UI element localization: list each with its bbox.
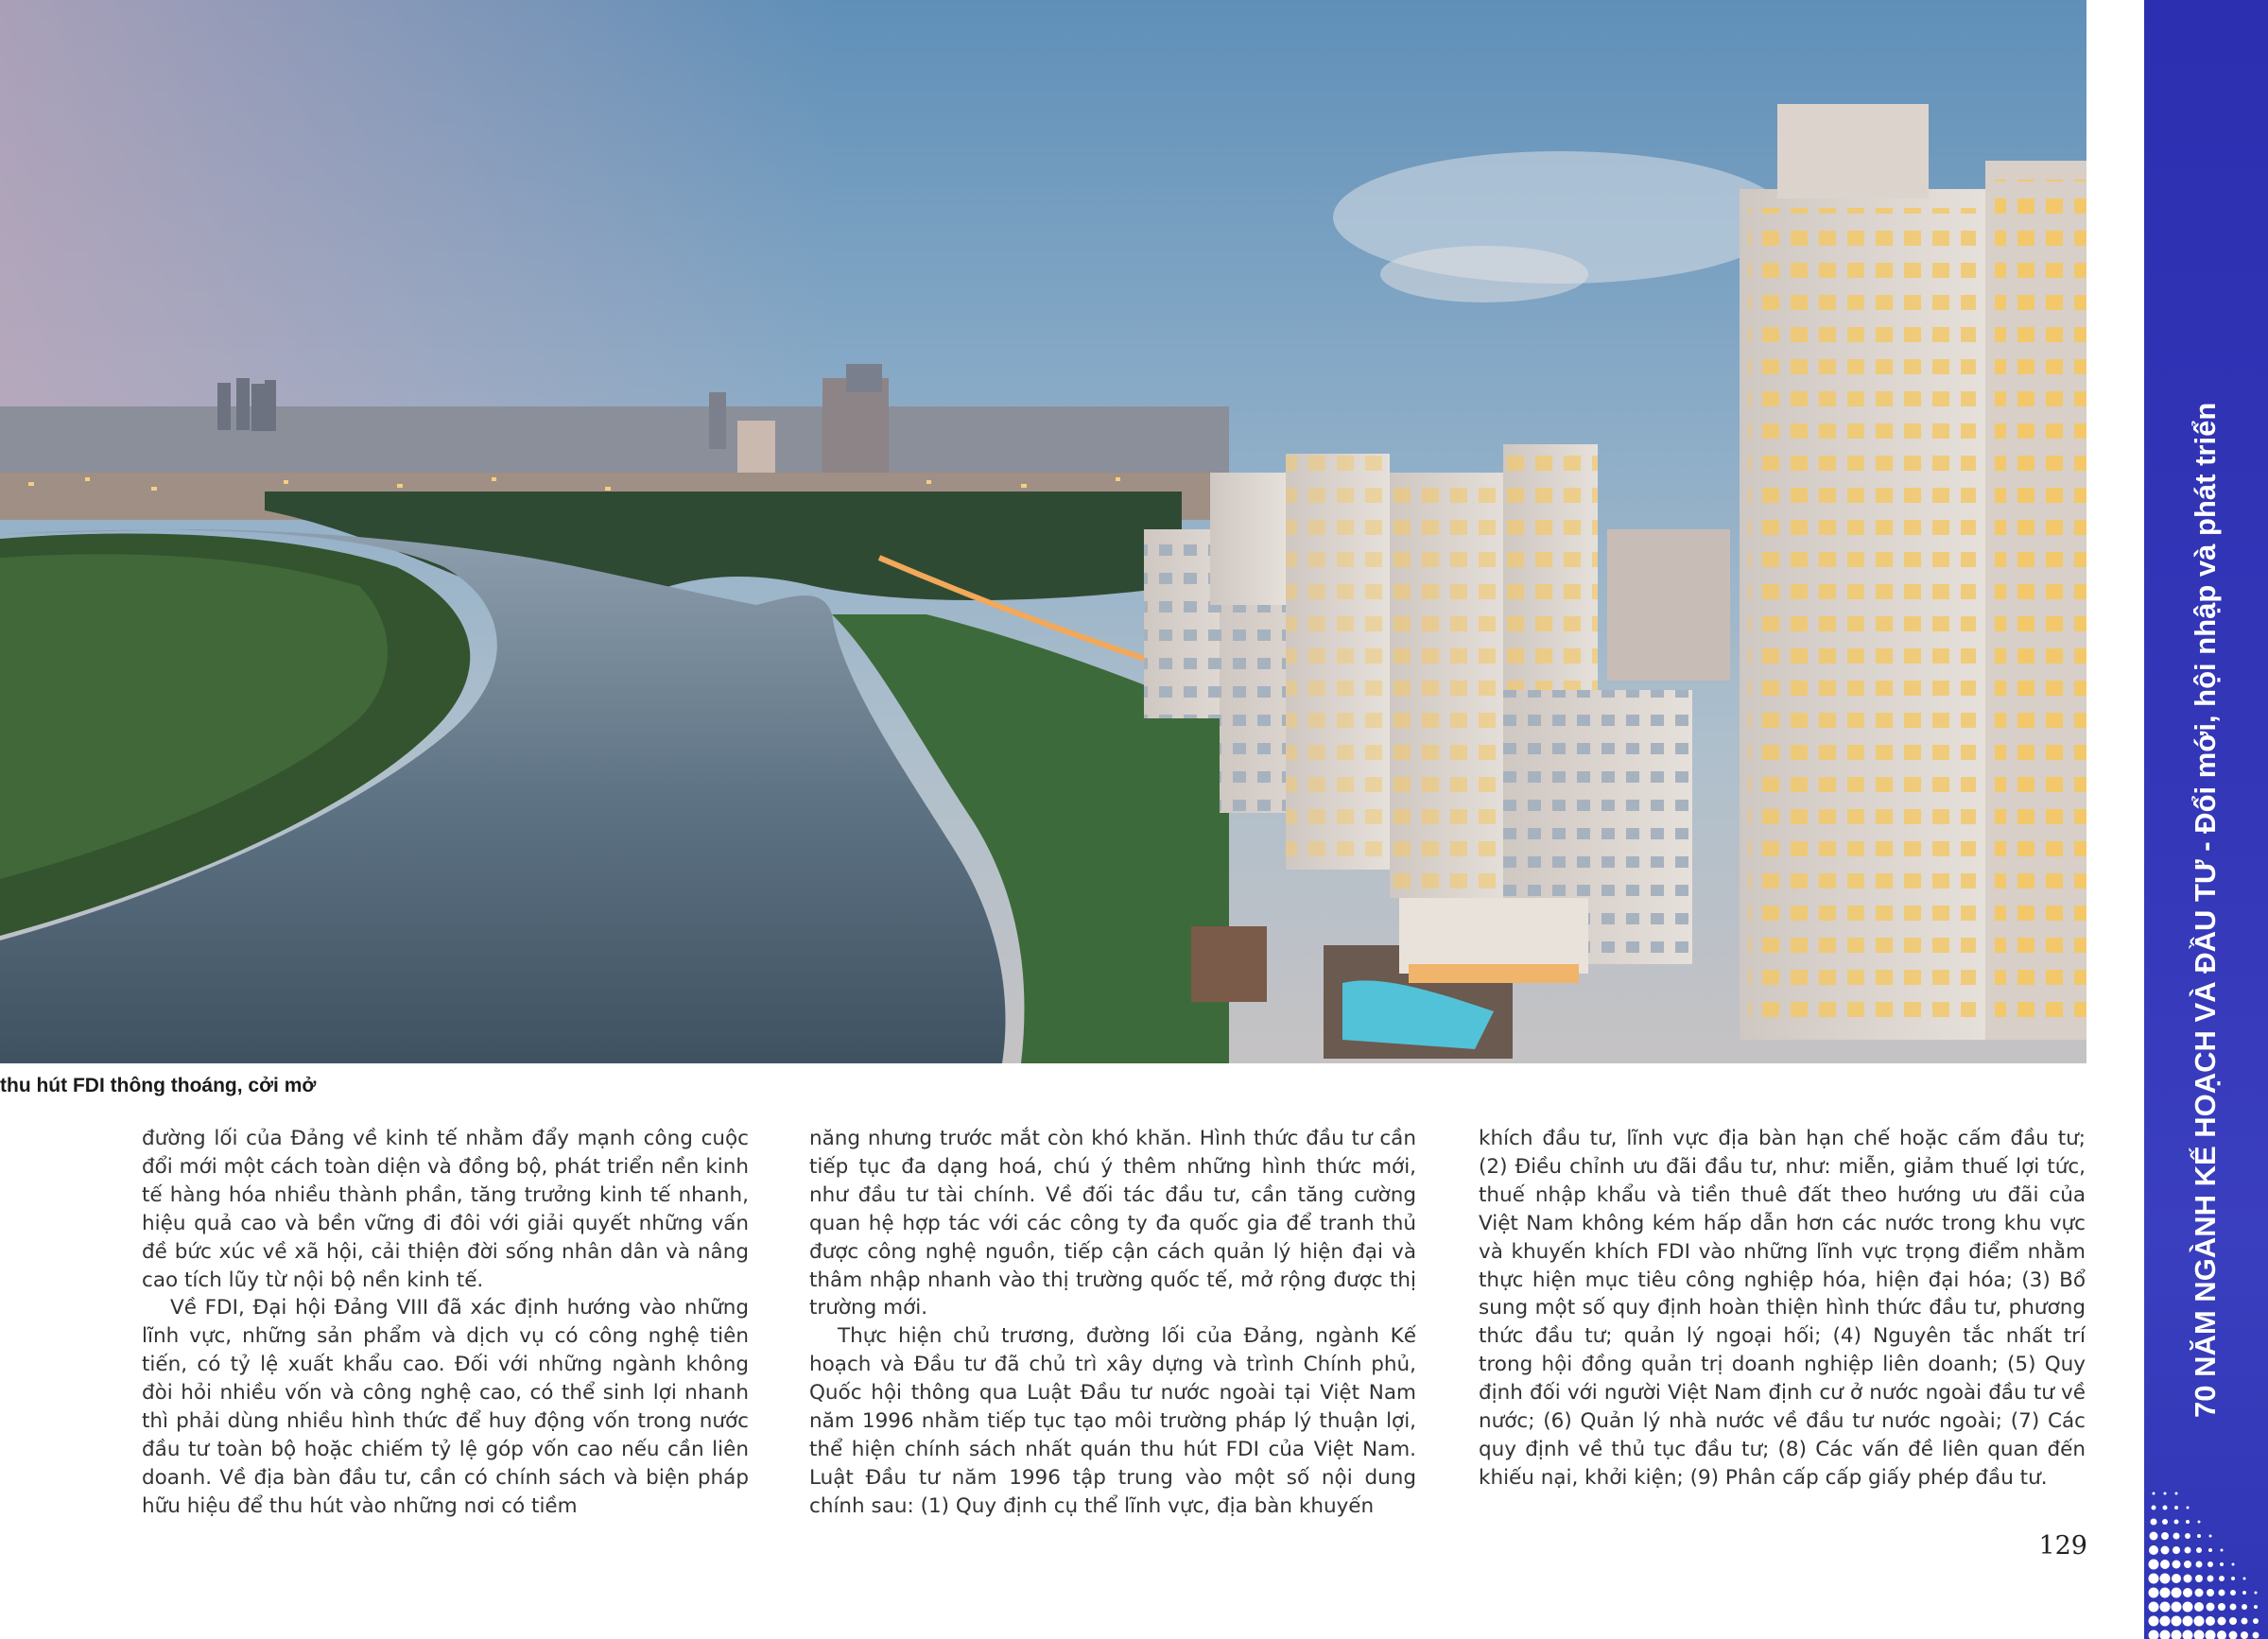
text-column-2 [809,1125,1416,1522]
side-band-title: 70 NĂM NGÀNH KẾ HOẠCH VÀ ĐẦU TƯ - Đổi mới, hội nhập và phát triển [2189,402,2222,1418]
paragraph: năng nhưng trước mắt còn khó khăn. Hình thức đầu tư cần tiếp tục đa dạng hoá, chú ý thêm những hình thức mới, như đầu tư tài chính. Về đối tác đầu tư, cần tăng cường quan hệ hợp tác với các công ty đa quốc gia để tranh thủ được công nghệ nguồn, tiếp cận cách quản lý hiện đại và thâm nhập nhanh vào thị trường quốc tế, mở rộng được thị trường mới. [809,1127,1416,1320]
paragraph: khích đầu tư, lĩnh vực địa bàn hạn chế hoặc cấm đầu tư; (2) Điều chỉnh ưu đãi đầu tư, như: miễn, giảm thuế lợi tức, thuế nhập khẩu và tiền thuê đất theo hướng ưu đãi của Việt Nam không kém hấp dẫn hơn các nước trong khu vực và khuyến khích FDI vào những lĩnh vực trọng điểm nhằm thực hiện mục tiêu công nghiệp hóa, hiện đại hóa; (3) Bổ sung một số quy định hoàn thiện hình thức đầu tư, phương thức đầu tư; quản lý ngoại hối; (4) Nguyên tắc nhất trí trong hội đồng quản trị doanh nghiệp liên doanh; (5) Quy định đối với người Việt Nam định cư ở nước ngoài đầu tư về nước; (6) Quản lý nhà nước về đầu tư nước ngoài; (7) Các quy định về thủ tục đầu tư; (8) Các vấn đề liên quan đến khiếu nại, khởi kiện; (9) Phân cấp cấp giấy phép đầu tư. [1479,1127,2086,1490]
page-number: 129 [2038,1531,2087,1561]
paragraph: đường lối của Đảng về kinh tế nhằm đẩy mạnh công cuộc đổi mới một cách toàn diện và đồng bộ, phát triển nền kinh tế hàng hóa nhiều thành phần, tăng trưởng kinh tế nhanh, hiệu quả cao và bền vững đi đôi với giải quyết những vấn đề bức xúc về xã hội, cải thiện đời sống nhân dân và nâng cao tích lũy từ nội bộ nền kinh tế. [142,1127,749,1292]
paragraph: Thực hiện chủ trương, đường lối của Đảng, ngành Kế hoạch và Đầu tư đã chủ trì xây dựng và trình Chính phủ, Quốc hội thông qua Luật Đầu tư nước ngoài tại Việt Nam năm 1996 nhằm tiếp tục tạo môi trường pháp lý thuận lợi, thể hiện chính sách nhất quán thu hút FDI của Việt Nam. Luật Đầu tư năm 1996 tập trung vào một số nội dung chính sau: (1) Quy định cụ thể lĩnh vực, địa bàn khuyến [809,1324,1416,1518]
photo-caption: thu hút FDI thông thoáng, cởi mở [0,1075,317,1096]
text-column-3 [1479,1125,2086,1522]
text-column-1 [142,1125,749,1522]
paragraph: Về FDI, Đại hội Đảng VIII đã xác định hướng vào những lĩnh vực, những sản phẩm và dịch vụ có công nghệ tiên tiến, có tỷ lệ xuất khẩu cao. Đối với những ngành không đòi hỏi nhiều vốn và công nghệ cao, có thể sinh lợi nhanh thì phải dùng nhiều hình thức để huy động vốn trong nước đầu tư toàn bộ hoặc chiếm tỷ lệ góp vốn cao nếu cần liên doanh. Về địa bàn đầu tư, cần có chính sách và biện pháp hữu hiệu để thu hút vào những nơi có tiềm [142,1296,749,1518]
side-band [2144,0,2268,1639]
halftone-dots-icon [2144,1456,2268,1639]
